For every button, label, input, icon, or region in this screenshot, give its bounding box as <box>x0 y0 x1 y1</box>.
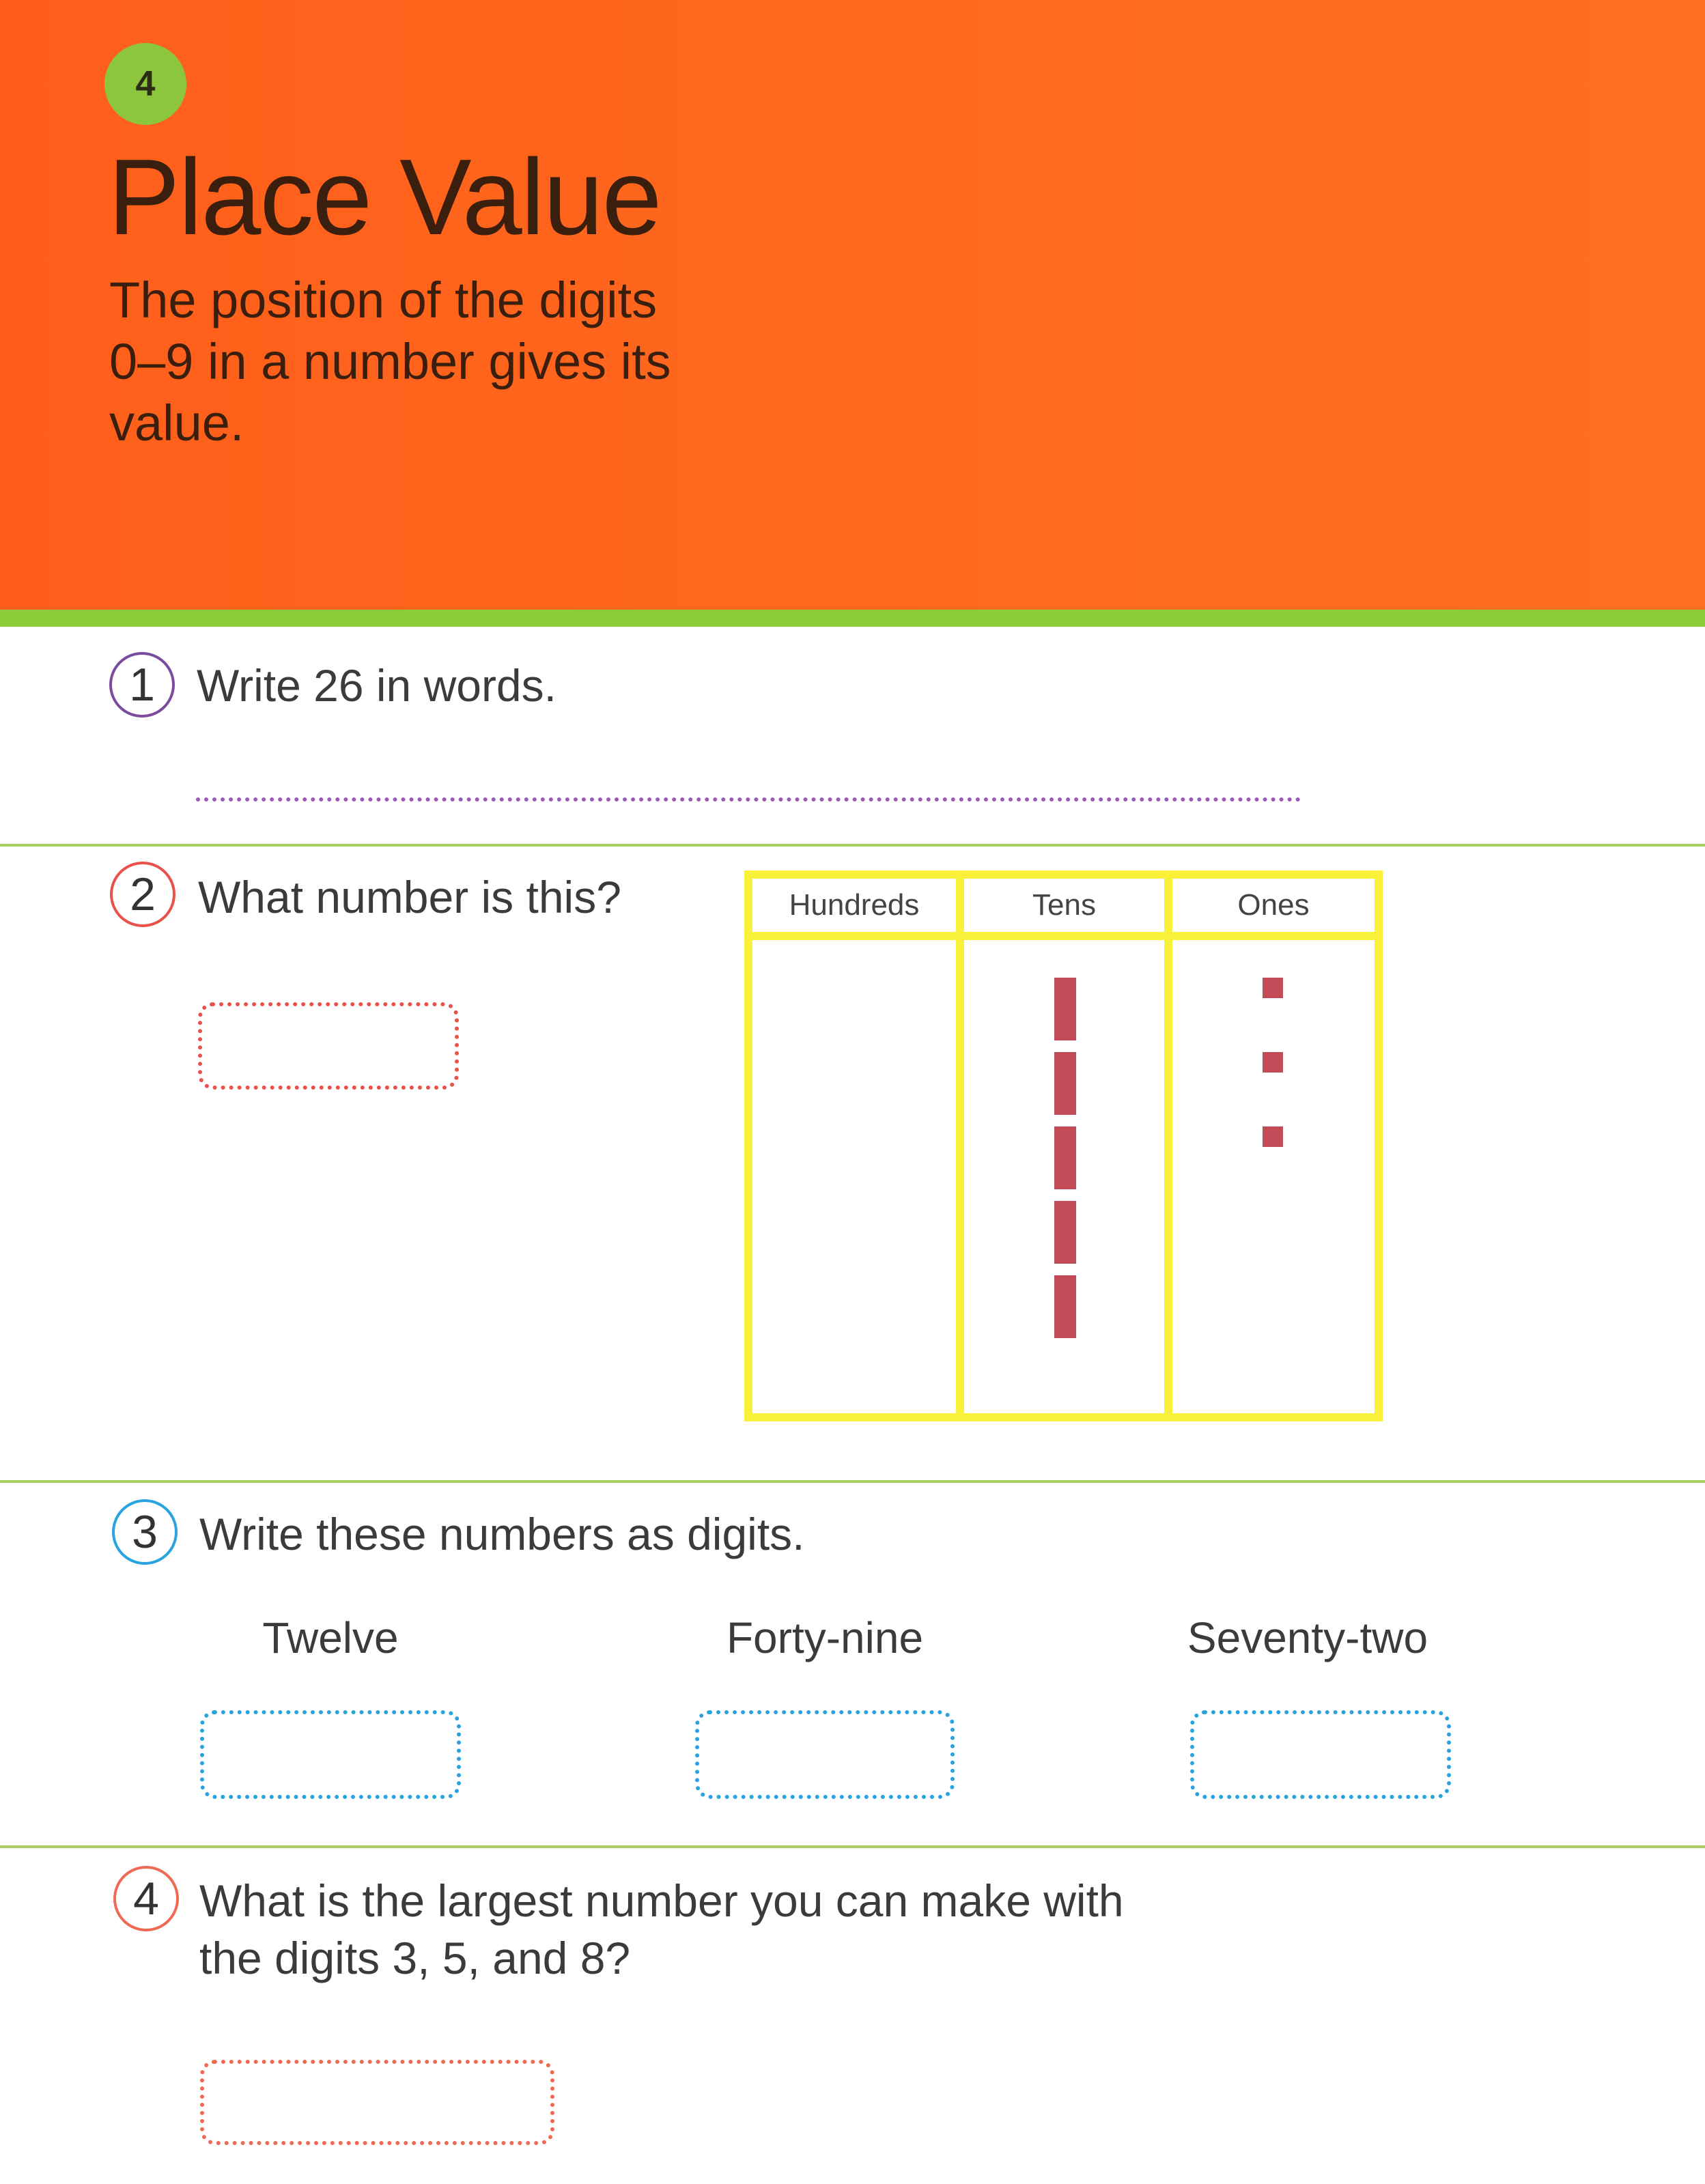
section-divider <box>0 1845 1705 1848</box>
column-separator <box>1164 879 1172 1413</box>
number-word-twelve: Twelve <box>262 1613 399 1662</box>
question-number-label: 4 <box>133 1873 159 1925</box>
chapter-badge <box>104 43 186 125</box>
q3-answer-box-forty-nine[interactable] <box>695 1710 955 1799</box>
tens-rod <box>1054 1275 1076 1338</box>
q2-answer-box[interactable] <box>198 1002 459 1090</box>
hundreds-header: Hundreds <box>752 879 956 940</box>
page-title: Place Value <box>108 137 661 257</box>
question-1-text: Write 26 in words. <box>197 660 556 711</box>
place-value-chart <box>744 870 1383 1421</box>
header-stripe <box>0 610 1705 627</box>
question-number-2 <box>110 862 175 927</box>
q4-answer-box[interactable] <box>200 2060 554 2145</box>
page-subtitle: The position of the digits 0–9 in a number gives its value. <box>109 272 671 451</box>
section-divider <box>0 1480 1705 1483</box>
question-3-text: Write these numbers as digits. <box>199 1509 805 1559</box>
q3-answer-box-twelve[interactable] <box>200 1710 461 1799</box>
question-number-4 <box>113 1866 179 1931</box>
ones-column <box>1172 879 1375 1413</box>
question-number-label: 3 <box>132 1506 158 1558</box>
question-4-line-2: the digits 3, 5, and 8? <box>199 1933 631 1983</box>
tens-rod <box>1054 1201 1076 1264</box>
ones-cube <box>1263 978 1283 998</box>
q3-answer-box-seventy-two[interactable] <box>1190 1710 1451 1799</box>
question-4-text <box>199 1872 1124 1987</box>
chapter-number: 4 <box>135 64 156 104</box>
tens-header: Tens <box>964 879 1164 940</box>
ones-cube <box>1263 1126 1283 1147</box>
question-number-1 <box>109 652 175 718</box>
ones-cube <box>1263 1052 1283 1073</box>
hundreds-column <box>752 879 956 1413</box>
number-word-forty-nine: Forty-nine <box>726 1613 924 1662</box>
question-number-label: 2 <box>130 868 156 920</box>
question-4-line-1: What is the largest number you can make with <box>199 1875 1124 1926</box>
column-separator <box>956 879 964 1413</box>
number-word-seventy-two: Seventy-two <box>1187 1613 1428 1662</box>
q1-answer-line[interactable] <box>196 797 1301 802</box>
tens-rod <box>1054 1052 1076 1115</box>
ones-header: Ones <box>1172 879 1375 940</box>
tens-rod <box>1054 1126 1076 1189</box>
question-2-text: What number is this? <box>198 872 621 922</box>
question-number-3 <box>112 1499 178 1565</box>
tens-column <box>964 879 1164 1413</box>
question-number-label: 1 <box>129 659 155 711</box>
tens-rod <box>1054 978 1076 1040</box>
section-divider <box>0 844 1705 847</box>
